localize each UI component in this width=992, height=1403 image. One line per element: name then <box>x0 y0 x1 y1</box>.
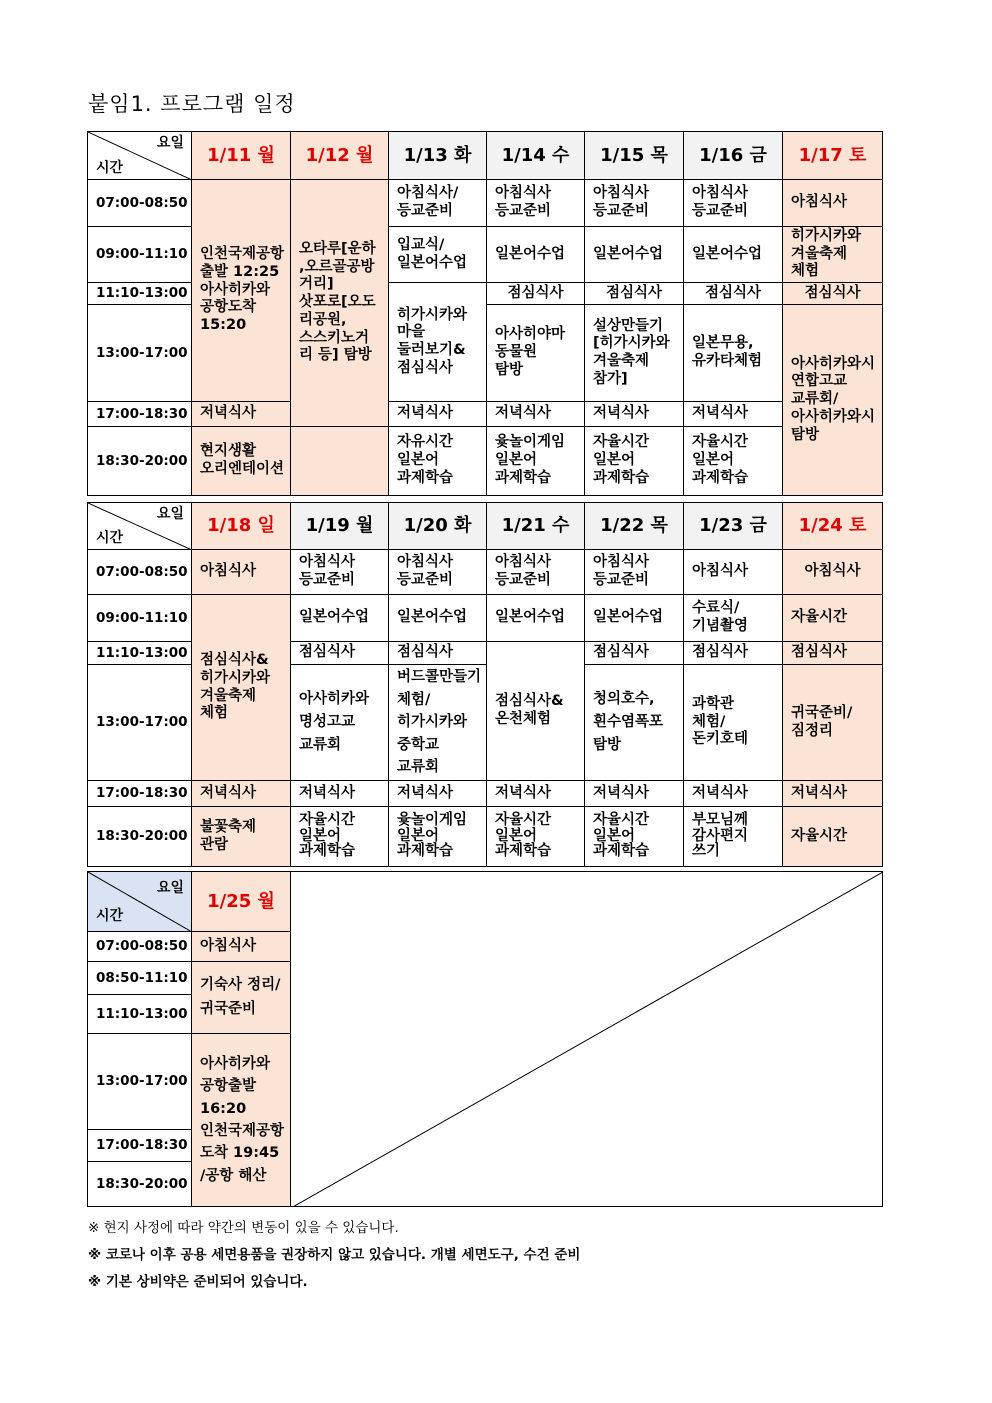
schedule-cell: 저녁식사 <box>585 781 684 807</box>
day-header: 1/11 월 <box>192 132 291 180</box>
schedule-cell: 점심식사 <box>487 283 585 305</box>
schedule-cell: 점심식사 <box>684 642 783 665</box>
schedule-cell: 아침식사/ 등교준비 <box>389 180 487 227</box>
schedule-cell: 부모님께 감사편지 쓰기 <box>684 807 783 867</box>
day-header: 1/24 토 <box>783 503 883 550</box>
schedule-cell: 자율시간 <box>783 807 883 867</box>
corner-day-label: 요일 <box>156 880 184 896</box>
time-slot: 13:00-17:00 <box>88 1034 192 1130</box>
schedule-cell: 저녁식사 <box>684 781 783 807</box>
schedule-cell: 아침식사 등교준비 <box>389 550 487 595</box>
time-slot: 09:00-11:10 <box>88 595 192 642</box>
schedule-cell: 저녁식사 <box>192 781 291 807</box>
schedule-cell: 아침식사 <box>684 550 783 595</box>
time-slot: 13:00-17:00 <box>88 665 192 781</box>
schedule-cell: 저녁식사 <box>585 402 684 427</box>
schedule-cell: 저녁식사 <box>389 781 487 807</box>
schedule-cell: 일본어수업 <box>291 595 389 642</box>
note-item: ※ 현지 사정에 따라 약간의 변동이 있을 수 있습니다. <box>88 1220 399 1236</box>
schedule-cell: 인천국제공항 출발 12:25 아사히카와 공항도착 15:20 <box>192 180 291 402</box>
schedule-cell: 아사히야마 동물원 탐방 <box>487 305 585 402</box>
time-slot: 07:00-08:50 <box>88 550 192 595</box>
schedule-table-week2 <box>87 502 883 867</box>
page-title: 붙임1. 프로그램 일정 <box>88 92 296 116</box>
day-header: 1/19 월 <box>291 503 389 550</box>
schedule-cell: 점심식사 <box>585 283 684 305</box>
schedule-cell: 저녁식사 <box>783 781 883 807</box>
day-header: 1/22 목 <box>585 503 684 550</box>
schedule-cell: 자율시간 일본어 과제학습 <box>585 807 684 867</box>
note-item: ※ 코로나 이후 공용 세면용품을 권장하지 않고 있습니다. 개별 세면도구, 수건 준비 <box>88 1247 581 1263</box>
schedule-cell: 일본무용, 유카타체험 <box>684 305 783 402</box>
schedule-cell: 자율시간 일본어 과제학습 <box>684 427 783 496</box>
schedule-cell: 점심식사& 히가시카와 겨울축제 체험 <box>192 595 291 781</box>
corner-time-label: 시간 <box>96 907 124 924</box>
time-slot: 18:30-20:00 <box>88 427 192 496</box>
schedule-cell: 자율시간 <box>783 595 883 642</box>
day-header: 1/14 수 <box>487 132 585 180</box>
notes <box>88 1218 580 1299</box>
schedule-cell: 점심식사 <box>783 283 883 305</box>
time-slot: 07:00-08:50 <box>88 180 192 227</box>
schedule-cell: 일본어수업 <box>487 227 585 283</box>
schedule-cell: 점심식사 <box>585 642 684 665</box>
schedule-cell: 저녁식사 <box>487 781 585 807</box>
schedule-cell: 히가시카와 마을 둘러보기& 점심식사 <box>389 283 487 402</box>
schedule-cell: 저녁식사 <box>487 402 585 427</box>
schedule-cell: 저녁식사 <box>684 402 783 427</box>
time-slot: 09:00-11:10 <box>88 227 192 283</box>
schedule-cell: 점심식사 <box>684 283 783 305</box>
time-slot: 11:10-13:00 <box>88 995 192 1034</box>
day-header: 1/20 화 <box>389 503 487 550</box>
schedule-cell: 아침식사 등교준비 <box>585 180 684 227</box>
corner-time-label: 시간 <box>96 159 124 176</box>
corner-header <box>88 132 192 180</box>
schedule-cell: 기숙사 정리/ 귀국준비 <box>192 962 291 1034</box>
schedule-cell: 아침식사 <box>192 932 291 962</box>
schedule-cell: 아사히카와 공항출발 16:20 인천국제공항 도착 19:45 /공항 해산 <box>192 1034 291 1207</box>
schedule-cell: 점심식사 <box>291 642 389 665</box>
note-item: ※ 기본 상비약은 준비되어 있습니다. <box>88 1274 308 1290</box>
schedule-cell: 과학관 체험/ 돈키호테 <box>684 665 783 781</box>
schedule-cell: 아침식사 등교준비 <box>291 550 389 595</box>
schedule-cell: 아침식사 등교준비 <box>585 550 684 595</box>
time-slot: 18:30-20:00 <box>88 1162 192 1207</box>
schedule-cell: 아침식사 등교준비 <box>684 180 783 227</box>
day-header: 1/21 수 <box>487 503 585 550</box>
day-header: 1/16 금 <box>684 132 783 180</box>
schedule-cell: 설상만들기 [히가시카와 겨울축제 참가] <box>585 305 684 402</box>
schedule-cell: 일본어수업 <box>585 227 684 283</box>
schedule-table-week1 <box>87 131 883 496</box>
empty-area <box>291 872 883 1207</box>
schedule-cell: 자율시간 일본어 과제학습 <box>291 807 389 867</box>
time-slot: 08:50-11:10 <box>88 962 192 995</box>
day-header: 1/25 월 <box>192 872 291 932</box>
day-header: 1/13 화 <box>389 132 487 180</box>
time-slot: 17:00-18:30 <box>88 781 192 807</box>
schedule-cell: 버드콜만들기 체험/ 히가시카와 중학교 교류회 <box>389 665 487 781</box>
corner-day-label: 요일 <box>156 135 184 151</box>
schedule-cell: 청의호수, 흰수염폭포 탐방 <box>585 665 684 781</box>
schedule-table-week3 <box>87 871 883 1207</box>
day-header: 1/15 목 <box>585 132 684 180</box>
day-header: 1/12 월 <box>291 132 389 180</box>
schedule-cell: 아침식사 <box>783 550 883 595</box>
time-slot: 17:00-18:30 <box>88 402 192 427</box>
time-slot: 17:00-18:30 <box>88 1130 192 1162</box>
schedule-cell: 자율시간 일본어 과제학습 <box>585 427 684 496</box>
schedule-cell: 수료식/ 기념촬영 <box>684 595 783 642</box>
schedule-cell: 불꽃축제 관람 <box>192 807 291 867</box>
schedule-cell: 점심식사& 온천체험 <box>487 642 585 781</box>
time-slot: 11:10-13:00 <box>88 283 192 305</box>
schedule-cell: 저녁식사 <box>192 402 291 427</box>
schedule-cell: 자유시간 일본어 과제학습 <box>389 427 487 496</box>
day-header: 1/23 금 <box>684 503 783 550</box>
schedule-cell: 히가시카와 겨울축제 체험 <box>783 227 883 283</box>
corner-header <box>88 503 192 550</box>
schedule-cell: 오타루[운하 ,오르골공방 거리] 삿포로[오도 리공원, 스스키노거 리 등] 탐방 <box>291 180 389 427</box>
schedule-cell: 저녁식사 <box>389 402 487 427</box>
schedule-cell: 일본어수업 <box>684 227 783 283</box>
time-slot: 18:30-20:00 <box>88 807 192 867</box>
schedule-cell: 입교식/ 일본어수업 <box>389 227 487 283</box>
schedule-cell: 일본어수업 <box>487 595 585 642</box>
schedule-cell: 자율시간 일본어 과제학습 <box>487 807 585 867</box>
time-slot: 11:10-13:00 <box>88 642 192 665</box>
schedule-cell: 점심식사 <box>783 642 883 665</box>
day-header: 1/17 토 <box>783 132 883 180</box>
schedule-cell: 아침식사 <box>783 180 883 227</box>
schedule-cell: 윷놀이게임 일본어 과제학습 <box>487 427 585 496</box>
schedule-cell: 윷놀이게임 일본어 과제학습 <box>389 807 487 867</box>
schedule-cell: 점심식사 <box>389 642 487 665</box>
time-slot: 13:00-17:00 <box>88 305 192 402</box>
day-header: 1/18 일 <box>192 503 291 550</box>
schedule-cell: 아침식사 등교준비 <box>487 550 585 595</box>
corner-day-label: 요일 <box>156 506 184 522</box>
schedule-cell: 저녁식사 <box>291 781 389 807</box>
schedule-cell: 일본어수업 <box>585 595 684 642</box>
corner-time-label: 시간 <box>96 529 124 546</box>
schedule-cell: 아사히카와 명성고교 교류회 <box>291 665 389 781</box>
schedule-cell: 귀국준비/ 짐정리 <box>783 665 883 781</box>
schedule-cell: 일본어수업 <box>389 595 487 642</box>
schedule-cell <box>291 427 389 496</box>
time-slot: 07:00-08:50 <box>88 932 192 962</box>
corner-header <box>88 872 192 932</box>
schedule-cell: 아사히카와시 연합고교 교류회/ 아사히카와시 탐방 <box>783 305 883 496</box>
schedule-cell: 아침식사 <box>192 550 291 595</box>
schedule-cell: 아침식사 등교준비 <box>487 180 585 227</box>
schedule-cell: 현지생활 오리엔테이션 <box>192 427 291 496</box>
